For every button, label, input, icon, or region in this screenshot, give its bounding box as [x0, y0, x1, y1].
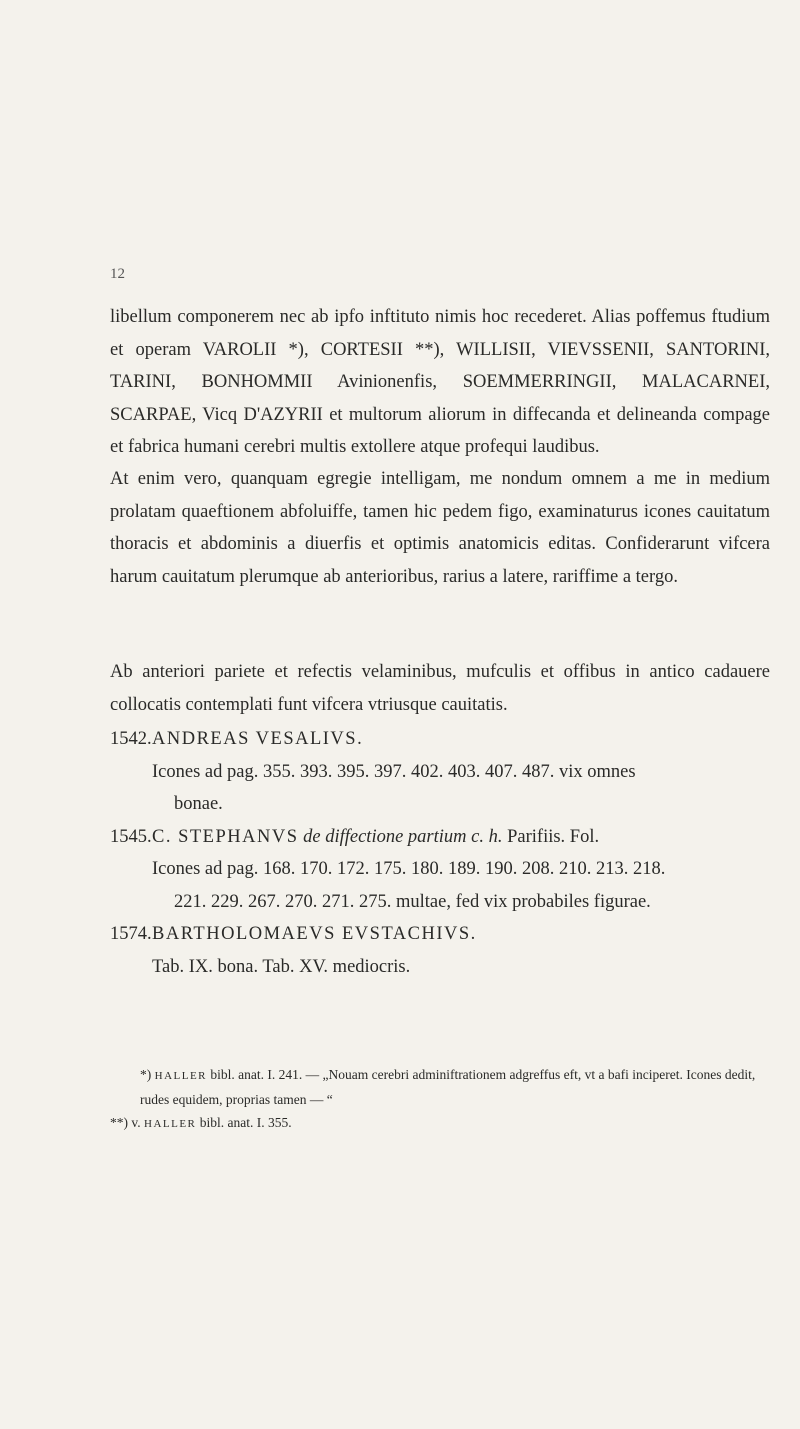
footnotes	[110, 1063, 780, 1136]
bibliography-entries	[110, 723, 790, 983]
footnote-mark: **)	[110, 1115, 128, 1130]
paragraph-2: At enim vero, quanquam egregie intelligam, me nondum omnem a me in medium prolatam quaeftionem abfoluiffe, tamen hic pedem figo, examinaturus icones cauitatum thoracis et abdominis a diuerfis et optimis anatomicis editas. Confiderarunt vifcera harum cauitatum plerumque ab anterioribus, rarius a latere, rariffime a tergo.	[110, 469, 770, 587]
entry-detail: Tab. IX. bona. Tab. XV. mediocris.	[152, 956, 411, 977]
entry-eustachius	[110, 918, 790, 983]
entry-detail: Icones ad pag. 168. 170. 172. 175. 180. 189. 190. 208. 210. 213. 218.	[152, 859, 666, 879]
footnote-1	[140, 1063, 780, 1111]
paragraph-1: libellum componerem nec ab ipfo inftituto nimis hoc recederet. Alias poffemus ftudium et operam VAROLII *), CORTESII **), WILLISII, VIEVSSENII, SANTORINI, TARINI, BONHOMMII Avinionenfis, SOEMMERRINGII, MALACARNEI, SCARPAE, Vicq D'AZYRII et multorum aliorum in diffecanda et delineanda compage et fabrica humani cerebri multis extollere atque profequi laudibus.	[110, 307, 770, 457]
page-number: 12	[110, 266, 125, 282]
entry-year: 1574.	[110, 924, 152, 944]
entry-vesalius	[110, 723, 790, 821]
footnote-text: bibl. anat. I. 355.	[199, 1115, 292, 1130]
paragraph-3: Ab anteriori pariete et refectis velaminibus, mufculis et offibus in antico cadauere collocatis contemplati funt vifcera vtriusque cauitatis.	[110, 662, 770, 715]
entry-detail: Icones ad pag. 355. 393. 395. 397. 402. 403. 407. 487. vix omnes	[152, 761, 636, 782]
footnote-prefix: v.	[131, 1115, 141, 1130]
entry-author: ANDREAS VESALIVS.	[152, 729, 364, 749]
entry-detail-cont: 221. 229. 267. 270. 271. 275. multae, fed vix probabiles figurae.	[174, 891, 651, 912]
entry-stephanus	[110, 821, 790, 919]
footnote-mark: *)	[140, 1067, 152, 1082]
footnote-2	[110, 1111, 750, 1136]
entry-detail-cont: bonae.	[174, 794, 223, 814]
footnote-text: bibl. anat. I. 241. — „Nouam cerebri adminiftrationem adgreffus eft, vt a bafi inciperet. Icones dedit, rudes equidem, proprias tamen — “	[140, 1067, 756, 1107]
entry-year: 1545.	[110, 826, 152, 847]
entry-title: de diffectione partium c. h.	[303, 826, 503, 847]
footnote-author: HALLER	[144, 1118, 197, 1130]
entry-author: BARTHOLOMAEVS EVSTACHIVS.	[152, 924, 477, 944]
entry-year: 1542.	[110, 729, 152, 749]
entry-author: C. STEPHANVS	[152, 826, 299, 847]
footnote-author: HALLER	[154, 1070, 208, 1082]
entry-imprint: Parifiis. Fol.	[507, 826, 600, 847]
